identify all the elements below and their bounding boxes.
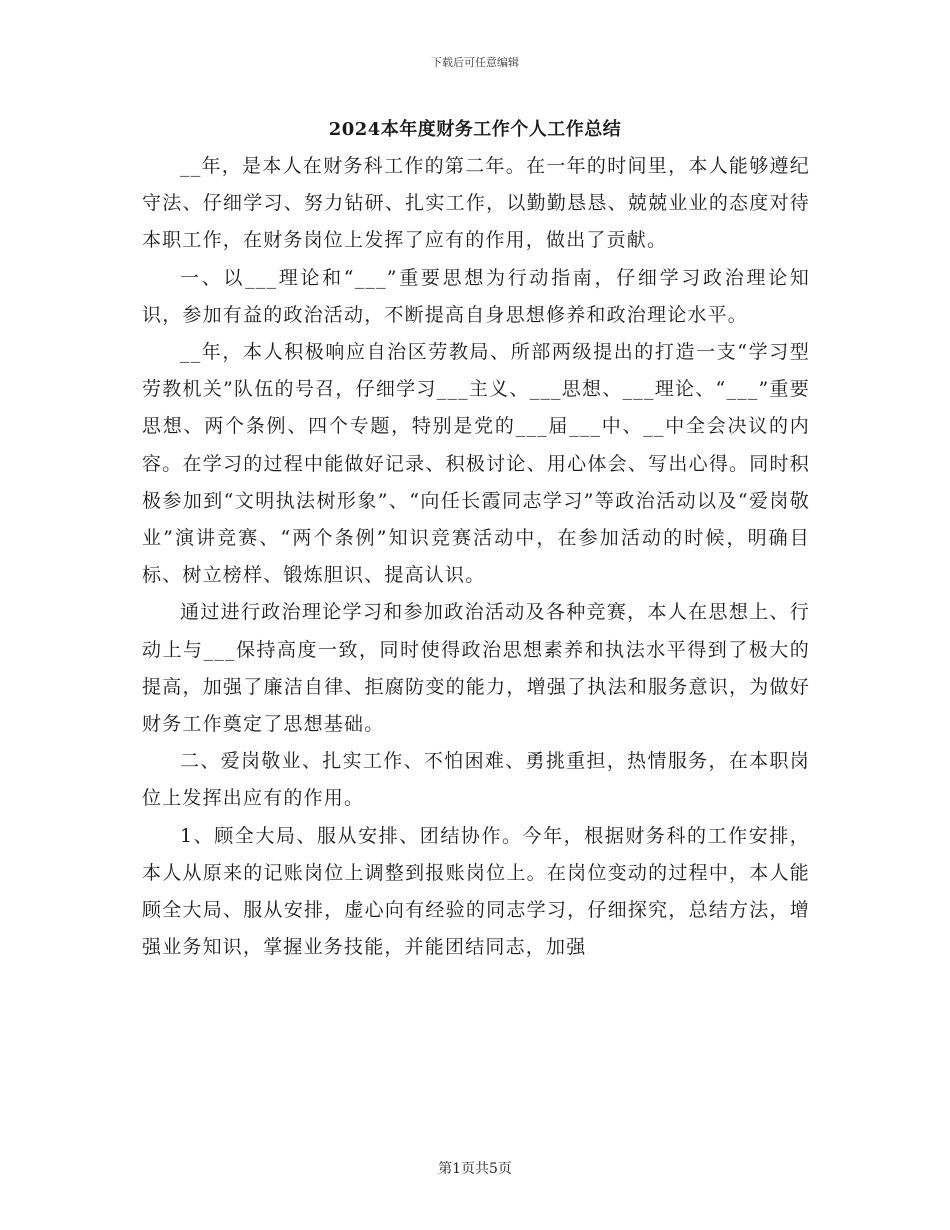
paragraph: 通过进行政治理论学习和参加政治活动及各种竞赛，本人在思想上、行动上与___保持高度一致，同时使得政治思想素养和执法水平得到了极大的提高，加强了廉洁自律、拒腐防变的能力，增强了执法和服务意识，为做好财务工作奠定了思想基础。 (142, 601, 810, 736)
paragraph: 1、顾全大局、服从安排、团结协作。今年，根据财务科的工作安排，本人从原来的记账岗位上调整到报账岗位上。在岗位变动的过程中，本人能顾全大局、服从安排，虚心向有经验的同志学习，仔细探究，总结方法，增强业务知识，掌握业务技能，并能团结同志，加强 (142, 824, 810, 959)
paragraph: __年，是本人在财务科工作的第二年。在一年的时间里，本人能够遵纪守法、仔细学习、努力钻研、扎实工作，以勤勤恳恳、兢兢业业的态度对待本职工作，在财务岗位上发挥了应有的作用，做出了贡献。 (142, 155, 810, 252)
document-title: 2024本年度财务工作个人工作总结 (328, 119, 622, 140)
document-body (142, 148, 810, 966)
paragraph: 一、以___理论和“___”重要思想为行动指南，仔细学习政治理论知识，参加有益的政治活动，不断提高自身思想修养和政治理论水平。 (142, 266, 810, 326)
header-note: 下载后可任意编辑 (431, 56, 519, 69)
page-number: 第1页共5页 (438, 1161, 512, 1177)
paragraph: 二、爱岗敬业、扎实工作、不怕困难、勇挑重担，热情服务，在本职岗位上发挥出应有的作用。 (142, 750, 810, 810)
paragraph: __年，本人积极响应自治区劳教局、所部两级提出的打造一支“学习型劳教机关”队伍的号召，仔细学习___主义、___思想、___理论、“___”重要思想、两个条例、四个专题，特别是党的___届___中、__中全会决议的内容。在学习的过程中能做好记录、积极讨论、用心体会、写出心得。同时积极参加到“文明执法树形象”、“向任长霞同志学习”等政治活动以及“爱岗敬业”演讲竞赛、“两个条例”知识竞赛活动中，在参加活动的时候，明确目标、树立榜样、锻炼胆识、提高认识。 (142, 341, 810, 587)
